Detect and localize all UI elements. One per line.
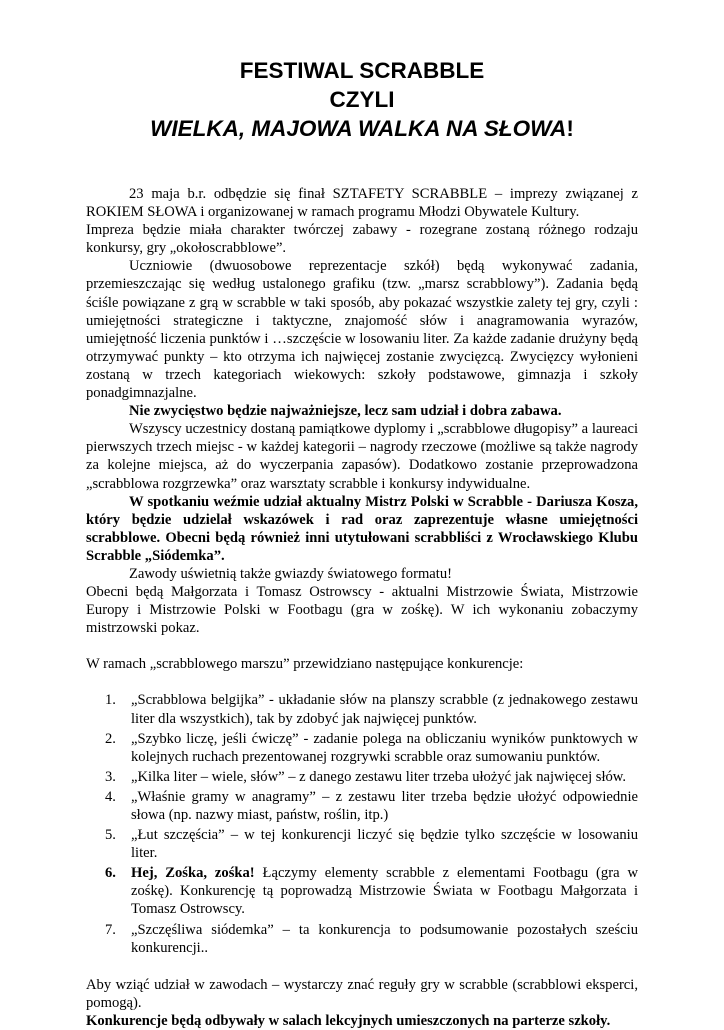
list-item-text: „Kilka liter – wiele, słów” – z danego zestawu liter trzeba ułożyć jak najwięcej słów. <box>131 768 627 785</box>
list-item-number: 4. <box>105 788 116 805</box>
list-item-number: 6. <box>105 865 116 882</box>
list-item <box>105 691 638 727</box>
list-item-text: Łączymy elementy scrabble z elementami Footbagu (gra w zośkę). Konkurencję tą poprowadzą Mistrzowie Świata w Footbagu Małgorzata i Tomasz Ostrowscy. <box>131 865 638 918</box>
paragraph-konkurencje-intro: W ramach „scrabblowego marszu” przewidziano następujące konkurencje: <box>86 656 524 673</box>
spacer <box>86 637 638 655</box>
paragraph-intro: 23 maja b.r. odbędzie się finał SZTAFETY SCRABBLE – imprezy związanej z ROKIEM SŁOWA i organizowanej w ramach programu Młodzi Obywatele Kultury. <box>86 186 638 221</box>
list-item-text: „Szczęśliwa siódemka” – ta konkurencja to podsumowanie pozostałych sześciu konkurencji.. <box>131 921 638 956</box>
title-line-2: CZYLI <box>329 87 395 112</box>
list-item-text: „Właśnie gramy w anagramy” – z zestawu liter trzeba będzie ułożyć odpowiednie słowa (np. nazwy miast, państw, roślin, itp.) <box>131 788 638 823</box>
paragraph-motto: Nie zwycięstwo będzie najważniejsze, lecz sam udział i dobra zabawa. <box>129 403 562 420</box>
list-item-number: 2. <box>105 730 116 747</box>
list-item-number: 7. <box>105 921 116 938</box>
paragraph-nagrody: Wszyscy uczestnicy dostaną pamiątkowe dyplomy i „scrabblowe długopisy” a laureaci pierwszych trzech miejsc - w każdej kategorii – nagrody rzeczowe (możliwe są także nagrody za kolejne miejsca, aż do wyczerpania zapasów). Dodatkowo zostanie przeprowadzona „scrabblowa rozgrzewka” oraz warsztaty scrabble i konkursy indywidualne. <box>86 421 638 492</box>
list-item <box>105 826 638 862</box>
list-item-bold-text: Hej, Zośka, zośka! <box>131 865 255 882</box>
competition-list <box>86 691 638 956</box>
document-body <box>86 185 638 1030</box>
list-item <box>105 921 638 957</box>
paragraph-gwiazdy: Zawody uświetnią także gwiazdy światowego formatu! <box>129 565 452 582</box>
paragraph-mistrz: W spotkaniu weźmie udział aktualny Mistrz Polski w Scrabble - Dariusza Kosza, który będzie udzielał wskazówek i rad oraz zaprezentuje własne umiejętności scrabblowe. Obecni będą również inni utytułowani scrabbliści z Wrocławskiego Klubu Scrabble „Siódemka”. <box>86 493 638 564</box>
title-line-3 <box>0 114 724 143</box>
list-item-number: 5. <box>105 827 116 844</box>
title-line-1: FESTIWAL SCRABBLE <box>239 58 485 83</box>
paragraph-udzial: Aby wziąć udział w zawodach – wystarczy znać reguły gry w scrabble (scrabblowi eksperci, pomogą). <box>86 976 638 1011</box>
title-exclamation: ! <box>566 116 574 141</box>
list-item-text: „Scrabblowa belgijka” - układanie słów na planszy scrabble (z jednakowego zestawu liter dla wszystkich), tak by zdobyć jak najwięcej punktów. <box>131 692 638 727</box>
paragraph-uczniowie: Uczniowie (dwuosobowe reprezentacje szkół) będą wykonywać zadania, przemieszczając się według ustalonego grafiku (tzw. „marsz scrabblowy”). Zadania będą ściśle powiązane z grą w scrabble w taki sposób, aby pokazać wszystkie zalety tej gry, czyli : umiejętności strategiczne i taktyczne, znajomość słów i anagramowania wyrazów, umiejętność liczenia punktów i …szczęście w losowaniu liter. Za każde zadanie drużyny będą otrzymywać punkty – kto otrzyma ich najwięcej zostanie zwycięzcą. Zwycięzcy wyłonieni zostaną w trzech kategoriach wiekowych: szkoły podstawowe, gimnazja i szkoły ponadgimnazjalne. <box>86 258 638 402</box>
title-line-3-text: WIELKA, MAJOWA WALKA NA SŁOWA <box>150 116 567 141</box>
spacer <box>86 959 638 976</box>
list-item-text: „Szybko liczę, jeśli ćwiczę” - zadanie polega na obliczaniu wyników punktowych w kolejnych ruchach prezentowanej rozgrywki scrabble oraz sumowaniu punktów. <box>131 730 638 765</box>
list-item-number: 1. <box>105 692 116 709</box>
list-item <box>105 768 638 786</box>
list-item <box>105 788 638 824</box>
paragraph-sale: Konkurencje będą odbywały w salach lekcyjnych umieszczonych na parterze szkoły. <box>86 1012 611 1029</box>
document-title <box>0 56 724 143</box>
list-item-text: „Łut szczęścia” – w tej konkurencji liczyć się będzie tylko szczęście w losowaniu liter. <box>131 827 638 862</box>
paragraph-ostrowscy: Obecni będą Małgorzata i Tomasz Ostrowscy - aktualni Mistrzowie Świata, Mistrzowie Europy i Mistrzowie Polski w Footbagu (gra w zośkę). W ich wykonaniu zobaczymy mistrzowski pokaz. <box>86 584 638 637</box>
paragraph-impreza: Impreza będzie miała charakter twórczej zabawy - rozegrane zostaną różnego rodzaju konkursy, gry „okołoscrabblowe”. <box>86 222 638 257</box>
list-item <box>105 730 638 766</box>
list-item <box>105 864 638 918</box>
spacer <box>86 673 638 691</box>
list-item-number: 3. <box>105 768 116 785</box>
